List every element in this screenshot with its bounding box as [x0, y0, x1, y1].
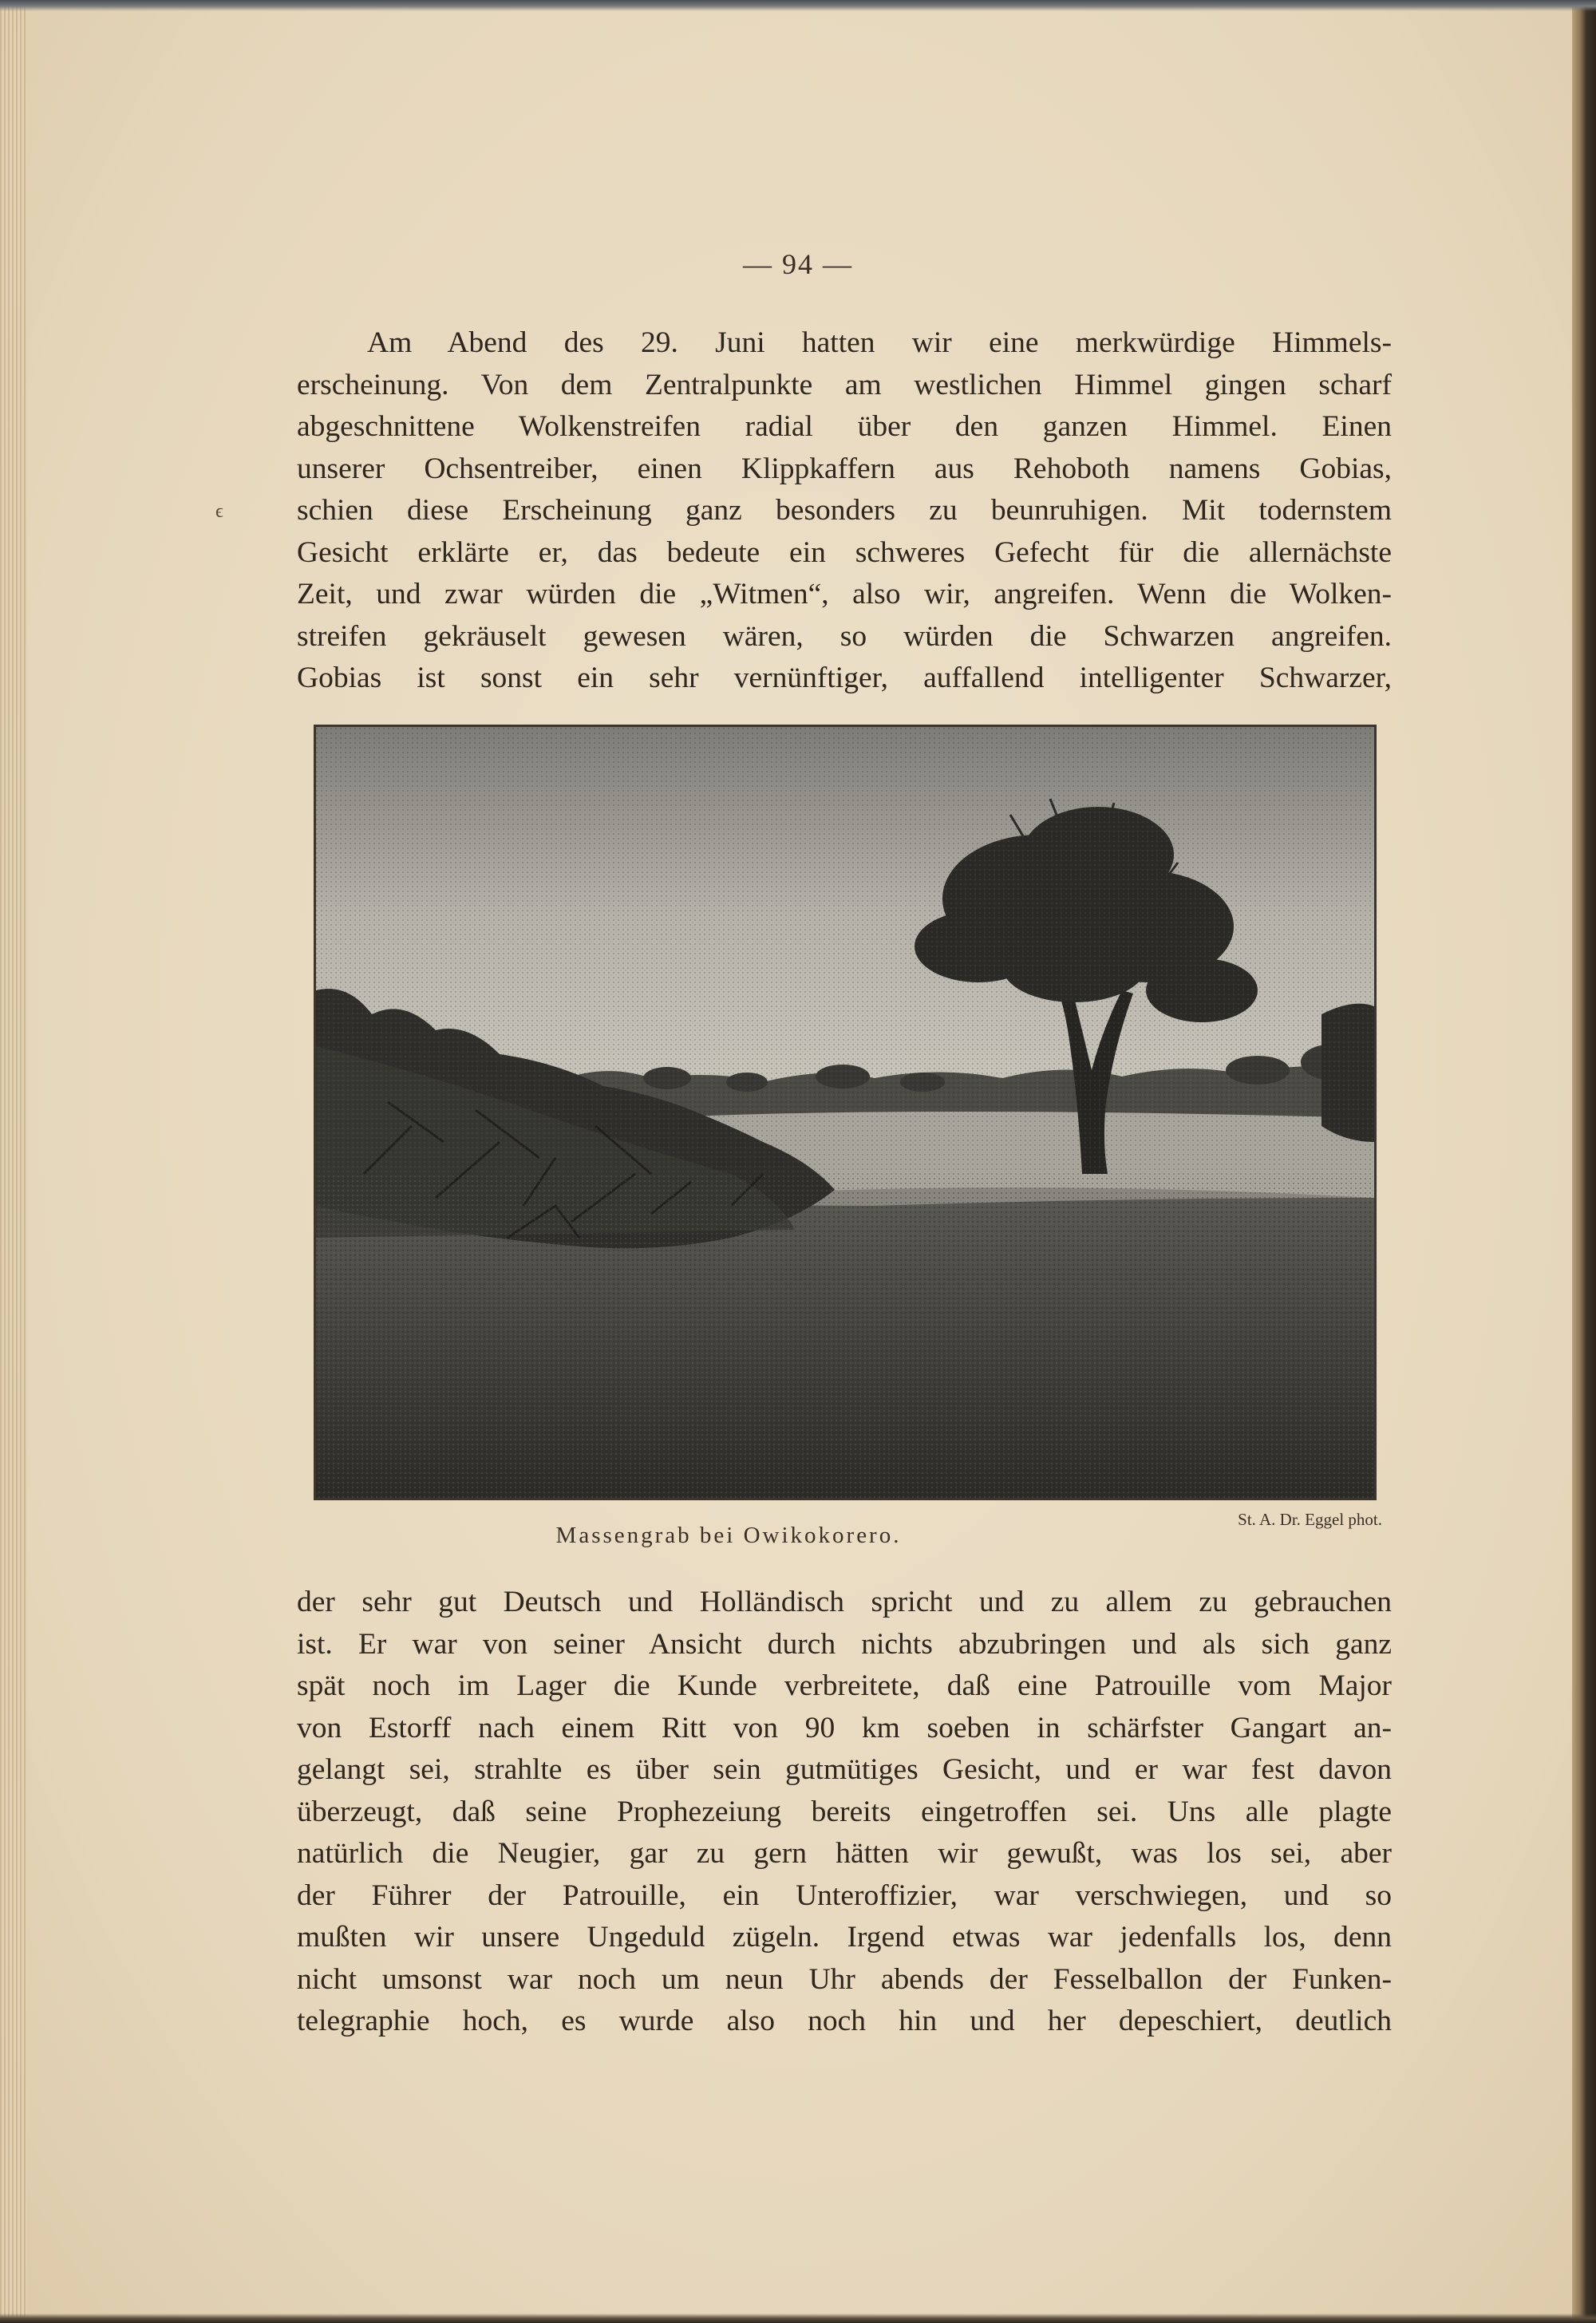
- text-line: überzeugt, daß seine Prophezeiung bereits eingetroffen sei. Uns alle plagte: [297, 1795, 1392, 1828]
- page-number: — 94 —: [743, 248, 853, 280]
- text-line: abgeschnittene Wolkenstreifen radial über den ganzen Himmel. Einen: [297, 410, 1392, 443]
- text-line: telegraphie hoch, es wurde also noch hin und her depeschiert, deutlich: [297, 2005, 1392, 2037]
- text-line: der Führer der Patrouille, ein Unteroffizier, war verschwiegen, und so: [297, 1879, 1392, 1912]
- text-line: mußten wir unsere Ungeduld zügeln. Irgend etwas war jedenfalls los, denn: [297, 1921, 1392, 1954]
- margin-mark: ϵ: [215, 501, 223, 522]
- text-line: spät noch im Lager die Kunde verbreitete, daß eine Patrouille vom Major: [297, 1669, 1392, 1702]
- text-line: Gobias ist sonst ein sehr vernünftiger, auffallend intelligenter Schwarzer,: [297, 662, 1392, 694]
- book-cover-edge: [1572, 0, 1596, 2323]
- page-stack-edge: [0, 0, 27, 2323]
- paragraph-top: [297, 322, 1392, 700]
- text-line: gelangt sei, strahlte es über sein gutmütiges Gesicht, und er war fest davon: [297, 1753, 1392, 1786]
- paragraph-bottom: [297, 1582, 1392, 2043]
- text-line: der sehr gut Deutsch und Holländisch spricht und zu allem zu gebrauchen: [297, 1586, 1392, 1618]
- landscape-photo: [316, 727, 1374, 1498]
- photograph-mass-grave: [314, 725, 1377, 1500]
- text-line: nicht umsonst war noch um neun Uhr abends der Fesselballon der Funken-: [297, 1962, 1392, 1996]
- text-line: ist. Er war von seiner Ansicht durch nichts abzubringen und als sich ganz: [297, 1627, 1392, 1661]
- text-line: erscheinung. Von dem Zentralpunkte am westlichen Himmel gingen scharf: [297, 368, 1392, 401]
- text-line: Gesicht erklärte er, das bedeute ein schweres Gefecht für die allernächste: [297, 535, 1392, 569]
- text-line: unserer Ochsentreiber, einen Klippkaffern aus Rehoboth namens Gobias,: [297, 452, 1392, 485]
- text-line: Am Abend des 29. Juni hatten wir eine merkwürdige Himmels-: [367, 326, 1392, 359]
- figure-caption: Massengrab bei Owikokorero.: [555, 1523, 902, 1548]
- bottom-edge: [0, 2313, 1596, 2323]
- text-line: Zeit, und zwar würden die „Witmen“, also wir, angreifen. Wenn die Wolken-: [297, 578, 1392, 610]
- text-line: natürlich die Neugier, gar zu gern hätten wir gewußt, was los sei, aber: [297, 1837, 1392, 1870]
- photo-credit: St. A. Dr. Eggel phot.: [1238, 1510, 1382, 1529]
- text-line: von Estorff nach einem Ritt von 90 km soeben in schärfster Gangart an-: [297, 1711, 1392, 1744]
- text-line: streifen gekräuselt gewesen wären, so würden die Schwarzen angreifen.: [297, 619, 1392, 653]
- top-edge: [0, 0, 1596, 11]
- text-line: schien diese Erscheinung ganz besonders zu beunruhigen. Mit todernstem: [297, 494, 1392, 527]
